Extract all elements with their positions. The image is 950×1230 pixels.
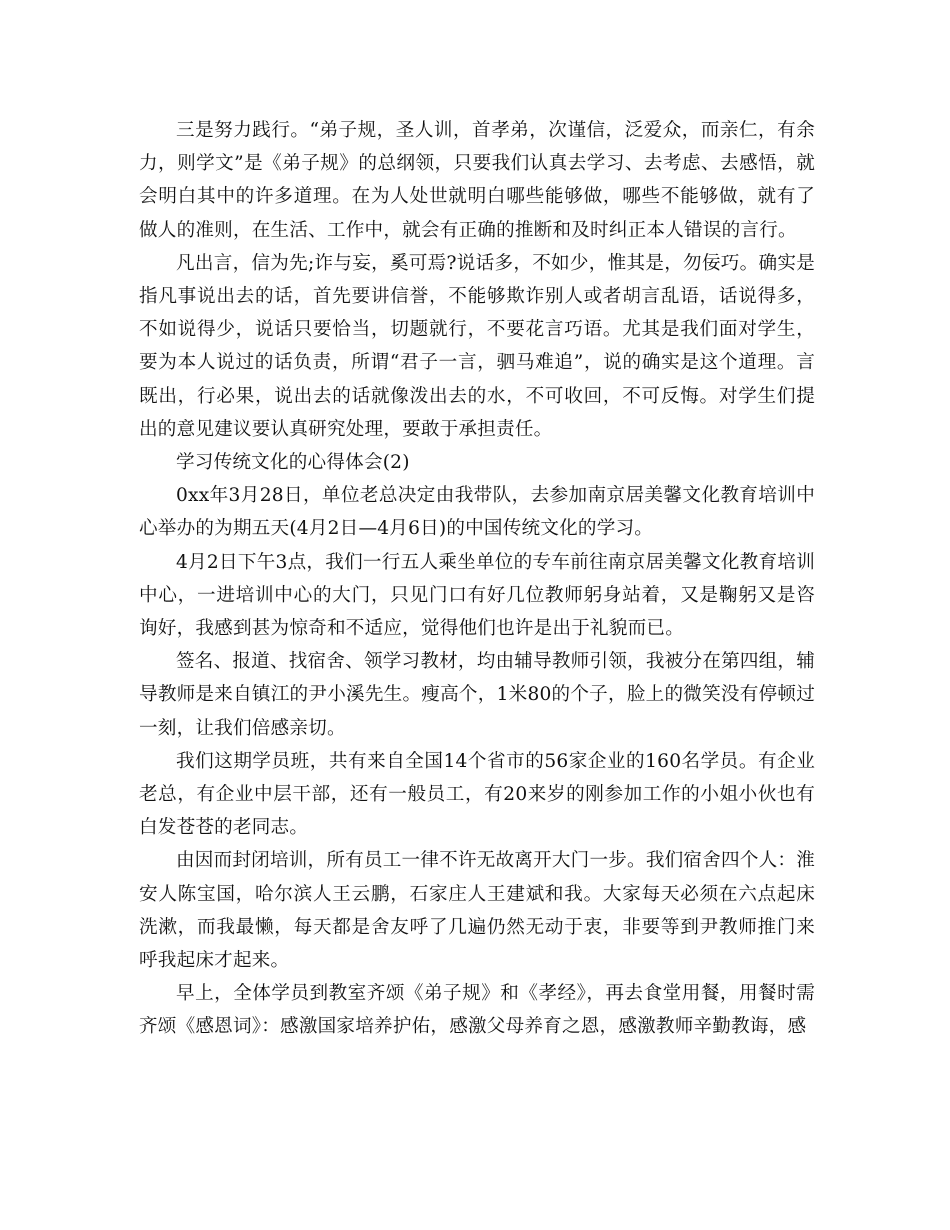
paragraph-arrival: 4月2日下午3点，我们一行五人乘坐单位的专车前往南京居美馨文化教育培训中心，一进培训中心的大门，只见门口有好几位教师躬身站着，又是鞠躬又是咨询好，我感到甚为惊奇和不适应，觉得他们也许是出于礼貌而已。 <box>139 551 815 640</box>
paragraph-dormitory: 由因而封闭培训，所有员工一律不许无故离开大门一步。我们宿舍四个人：淮安人陈宝国，哈尔滨人王云鹏，石家庄人王建斌和我。大家每天必须在六点起床洗漱，而我最懒，每天都是舍友呼了几遍仍然无动于衷，非要等到尹教师推门来呼我起床才起来。 <box>139 850 815 972</box>
paragraph-assignment: 0xx年3月28日，单位老总决定由我带队，去参加南京居美馨文化教育培训中心举办的为期五天(4月2日—4月6日)的中国传统文化的学习。 <box>139 485 815 540</box>
paragraph-registration: 签名、报道、找宿舍、领学习教材，均由辅导教师引领，我被分在第四组，辅导教师是来自镇江的尹小溪先生。瘦高个，1米80的个子，脸上的微笑没有停顿过一刻，让我们倍感亲切。 <box>139 651 815 739</box>
paragraph-practice: 三是努力践行。“弟子规，圣人训，首孝弟，次谨信，泛爱众，而亲仁，有余力，则学文”是《弟子规》的总纲领，只要我们认真去学习、去考虑、去感悟，就会明白其中的许多道理。在为人处世就明白哪些能够做，哪些不能够做，就有了做人的准则，在生活、工作中，就会有正确的推断和及时纠正本人错误的言行。 <box>139 120 815 241</box>
document-body <box>139 114 815 1044</box>
paragraph-morning-routine: 早上，全体学员到教室齐颂《弟子规》和《孝经》，再去食堂用餐，用餐时需齐颂《感恩词》：感激国家培养护佑，感激父母养育之恩，感激教师辛勤教诲，感 <box>139 983 815 1038</box>
paragraph-speech: 凡出言，信为先;诈与妄，奚可焉?说话多，不如少，惟其是，勿佞巧。确实是指凡事说出去的话，首先要讲信誉，不能够欺诈别人或者胡言乱语，话说得多，不如说得少，说话只要恰当，切题就行，不要花言巧语。尤其是我们面对学生，要为本人说过的话负责，所谓“君子一言，驷马难追”，说的确实是这个道理。言既出，行必果，说出去的话就像泼出去的水，不可收回，不可反悔。对学生们提出的意见建议要认真研究处理，要敢于承担责任。 <box>139 252 815 440</box>
paragraph-class-members: 我们这期学员班，共有来自全国14个省市的56家企业的160名学员。有企业老总，有企业中层干部，还有一般员工，有20来岁的刚参加工作的小姐小伙也有白发苍苍的老同志。 <box>139 750 815 839</box>
section-heading: 学习传统文化的心得体会(2) <box>176 452 410 474</box>
